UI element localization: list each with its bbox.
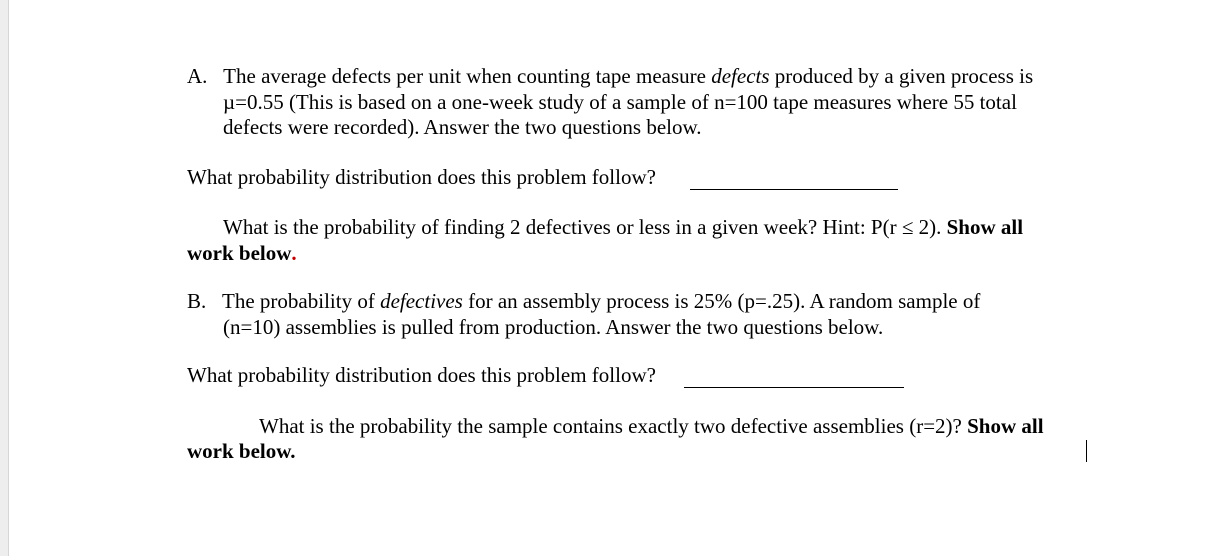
question-b-distribution-prompt: What probability distribution does this problem follow?	[187, 363, 656, 387]
question-a-distribution-prompt: What probability distribution does this problem follow?	[187, 165, 656, 189]
question-a-probability-line-2: work below.	[187, 241, 297, 265]
question-b-marker: B.	[187, 289, 207, 313]
question-b-answer-blank[interactable]	[684, 371, 904, 388]
question-a-line-3: defects were recorded). Answer the two questions below.	[223, 115, 702, 139]
question-a-line-1: A. The average defects per unit when counting tape measure defects produced by a given process is	[187, 64, 1034, 88]
question-a-answer-blank[interactable]	[690, 173, 898, 190]
question-b-line-2: (n=10) assemblies is pulled from production. Answer the two questions below.	[223, 315, 884, 339]
question-b-probability-line-2: work below.	[187, 439, 296, 463]
question-b-probability-line-1: What is the probability the sample contains exactly two defective assemblies (r=2)? Show all	[259, 414, 1044, 438]
question-a-line-2: µ=0.55 (This is based on a one-week study of a sample of n=100 tape measures where 55 total	[223, 90, 1017, 114]
question-a-probability-line-1: What is the probability of finding 2 defectives or less in a given week? Hint: P(r ≤ 2). Show all	[223, 215, 1024, 239]
question-a-marker: A.	[187, 64, 208, 88]
question-b-line-1: B. The probability of defectives for an assembly process is 25% (p=.25). A random sample of	[187, 289, 981, 313]
text-cursor	[1086, 440, 1087, 462]
